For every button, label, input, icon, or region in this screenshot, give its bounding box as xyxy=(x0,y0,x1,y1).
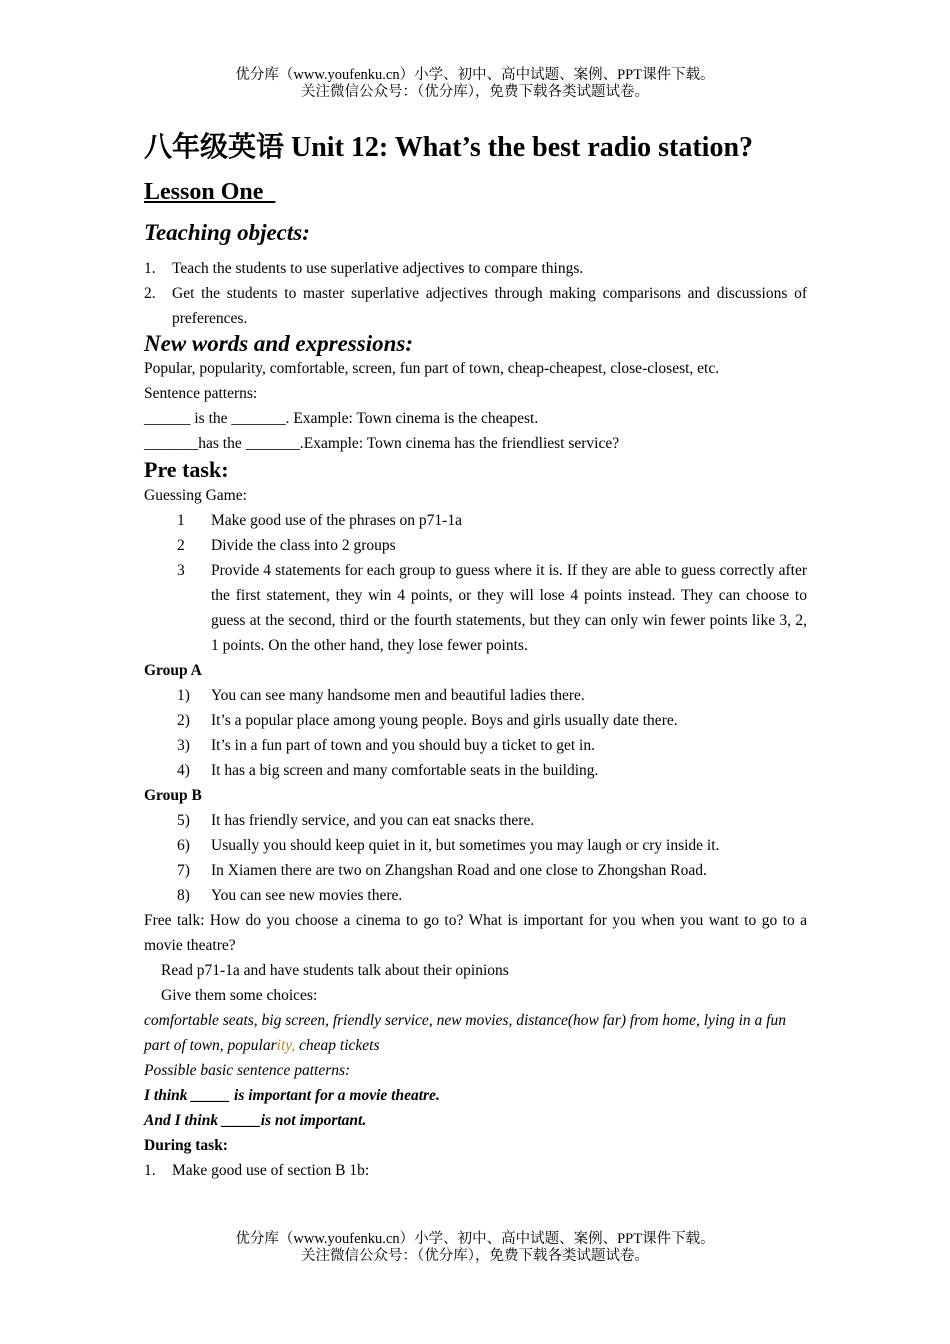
during-task-heading: During task: xyxy=(144,1137,228,1154)
page-header xyxy=(0,67,950,101)
list-item-text: Make good use of the phrases on p71-1a xyxy=(211,512,462,529)
list-item-number: 2. xyxy=(144,285,156,302)
group-b-list xyxy=(144,808,807,908)
list-item-number: 2) xyxy=(177,712,190,729)
list-item-number: 8) xyxy=(177,887,190,904)
list-item xyxy=(144,808,807,833)
read-instruction: Read p71-1a and have students talk about their opinions xyxy=(161,962,509,979)
possible-pattern-1: I think _____ is important for a movie theatre. xyxy=(144,1087,440,1104)
document-title: 八年级英语 Unit 12: What’s the best radio station? xyxy=(144,132,754,163)
pre-task-heading: Pre task: xyxy=(144,457,229,482)
list-item-text: You can see many handsome men and beautiful ladies there. xyxy=(211,687,585,704)
list-item-text: Divide the class into 2 groups xyxy=(211,537,396,554)
list-item-number: 1 xyxy=(177,512,185,529)
list-item-text: Make good use of section B 1b: xyxy=(172,1162,370,1179)
document-body xyxy=(144,126,807,1183)
list-item-number: 1. xyxy=(144,260,156,277)
header-line-2: 关注微信公众号：（优分库），免费下载各类试题试卷。 xyxy=(301,84,649,100)
free-talk-paragraph: Free talk: How do you choose a cinema to go to? What is important for you when you want to go to a movie theatre? xyxy=(144,912,807,954)
guessing-game-steps xyxy=(144,508,807,658)
list-item-text: You can see new movies there. xyxy=(211,887,403,904)
header-line-1: 优分库（www.youfenku.cn）小学、初中、高中试题、案例、PPT课件下载。 xyxy=(235,67,715,83)
lesson-heading: Lesson One xyxy=(144,179,276,205)
list-item xyxy=(144,858,807,883)
choices-list xyxy=(144,1008,807,1058)
list-item xyxy=(144,281,807,331)
choices-accent-text: ity, xyxy=(276,1037,296,1054)
list-item xyxy=(144,833,807,858)
list-item-number: 7) xyxy=(177,862,190,879)
list-item-number: 3) xyxy=(177,737,190,754)
list-item xyxy=(144,508,807,533)
choices-text-end: cheap tickets xyxy=(295,1037,380,1054)
sentence-pattern-1: ______ is the _______. Example: Town cinema is the cheapest. xyxy=(144,410,539,427)
teaching-objects-heading: Teaching objects: xyxy=(144,220,310,245)
list-item-text: It has a big screen and many comfortable seats in the building. xyxy=(211,762,599,779)
list-item xyxy=(144,733,807,758)
possible-patterns-label: Possible basic sentence patterns: xyxy=(144,1062,351,1079)
sentence-patterns-label: Sentence patterns: xyxy=(144,385,258,402)
list-item-text: Usually you should keep quiet in it, but sometimes you may laugh or cry inside it. xyxy=(211,837,720,854)
list-item xyxy=(144,883,807,908)
list-item xyxy=(144,708,807,733)
list-item xyxy=(144,256,807,281)
list-item xyxy=(144,683,807,708)
list-item-text: Teach the students to use superlative adjectives to compare things. xyxy=(172,260,584,277)
list-item xyxy=(144,558,807,658)
list-item-text: Provide 4 statements for each group to guess where it is. If they are able to guess correctly after the first statement, they win 4 points, or they will lose 4 points instead. They can choose to guess at the second, third or the fourth statements, but they can only win fewer points like 3, 2, 1 points. On the other hand, they lose fewer points. xyxy=(211,562,807,654)
choices-label: Give them some choices: xyxy=(161,987,318,1004)
list-item-number: 3 xyxy=(177,562,185,579)
footer-line-2: 关注微信公众号：（优分库），免费下载各类试题试卷。 xyxy=(301,1248,649,1264)
list-item-number: 1) xyxy=(177,687,190,704)
list-item xyxy=(144,758,807,783)
group-a-label: Group A xyxy=(144,662,202,679)
list-item-text: It’s a popular place among young people. Boys and girls usually date there. xyxy=(211,712,678,729)
choices-text: comfortable seats, big screen, friendly service, new movies, distance(how far) from home, lying in a fun part of town, popular xyxy=(144,1012,786,1054)
list-item-text: In Xiamen there are two on Zhangshan Road and one close to Zhongshan Road. xyxy=(211,862,707,879)
list-item-number: 4) xyxy=(177,762,190,779)
page-footer xyxy=(0,1231,950,1265)
new-words-text: Popular, popularity, comfortable, screen, fun part of town, cheap-cheapest, close-closest, etc. xyxy=(144,360,720,377)
list-item-number: 2 xyxy=(177,537,185,554)
guessing-game-label: Guessing Game: xyxy=(144,487,247,504)
list-item-text: It has friendly service, and you can eat snacks there. xyxy=(211,812,535,829)
sentence-pattern-2: _______has the _______.Example: Town cinema has the friendliest service? xyxy=(144,435,620,452)
teaching-objects-list xyxy=(144,256,807,331)
possible-pattern-2: And I think _____is not important. xyxy=(144,1112,367,1129)
list-item xyxy=(144,1158,807,1183)
list-item-number: 1. xyxy=(144,1162,156,1179)
footer-line-1: 优分库（www.youfenku.cn）小学、初中、高中试题、案例、PPT课件下载。 xyxy=(235,1231,715,1247)
list-item xyxy=(144,533,807,558)
group-b-label: Group B xyxy=(144,787,202,804)
list-item-number: 5) xyxy=(177,812,190,829)
list-item-text: It’s in a fun part of town and you should buy a ticket to get in. xyxy=(211,737,595,754)
list-item-text: Get the students to master superlative adjectives through making comparisons and discussions of preferences. xyxy=(172,285,807,327)
group-a-list xyxy=(144,683,807,783)
list-item-number: 6) xyxy=(177,837,190,854)
new-words-heading: New words and expressions: xyxy=(144,331,414,356)
